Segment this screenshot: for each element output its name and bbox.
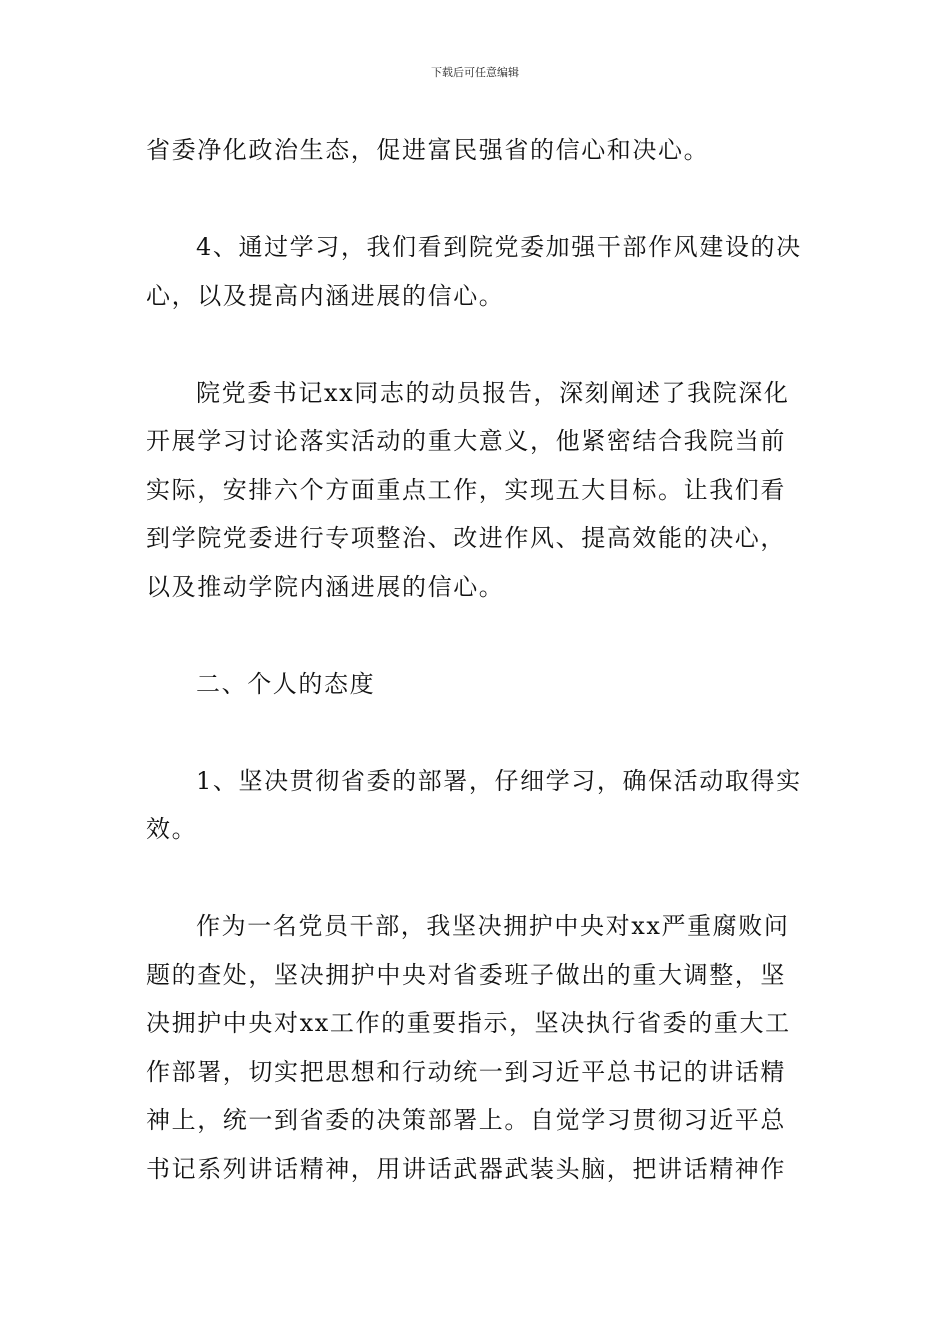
paragraph-continuation: 省委净化政治生态，促进富民强省的信心和决心。 — [146, 136, 710, 164]
document-body — [146, 126, 810, 1242]
paragraph-point-1: 1、坚决贯彻省委的部署，仔细学习，确保活动取得实效。 — [146, 766, 802, 843]
paragraph-point-4: 4、通过学习，我们看到院党委加强干部作风建设的决心，以及提高内涵进展的信心。 — [146, 233, 802, 310]
page-header-note: 下载后可任意编辑 — [431, 66, 519, 79]
paragraph-mobilization-report: 院党委书记xx同志的动员报告，深刻阐述了我院深化开展学习讨论落实活动的重大意义，他紧密结合我院当前实际，安排六个方面重点工作，实现五大目标。让我们看到学院党委进行专项整治、改进作风、提高效能的决心，以及推动学院内涵进展的信心。 — [146, 378, 790, 601]
paragraph-party-member-stance: 作为一名党员干部，我坚决拥护中央对xx严重腐败问题的查处，坚决拥护中央对省委班子做出的重大调整，坚决拥护中央对xx工作的重要指示，坚决执行省委的重大工作部署，切实把思想和行动统一到习近平总书记的讲话精神上，统一到省委的决策部署上。自觉学习贯彻习近平总书记系列讲话精神，用讲话武器武装头脑，把讲话精神作 — [146, 912, 791, 1183]
section-heading-personal-attitude: 二、个人的态度 — [196, 669, 376, 698]
